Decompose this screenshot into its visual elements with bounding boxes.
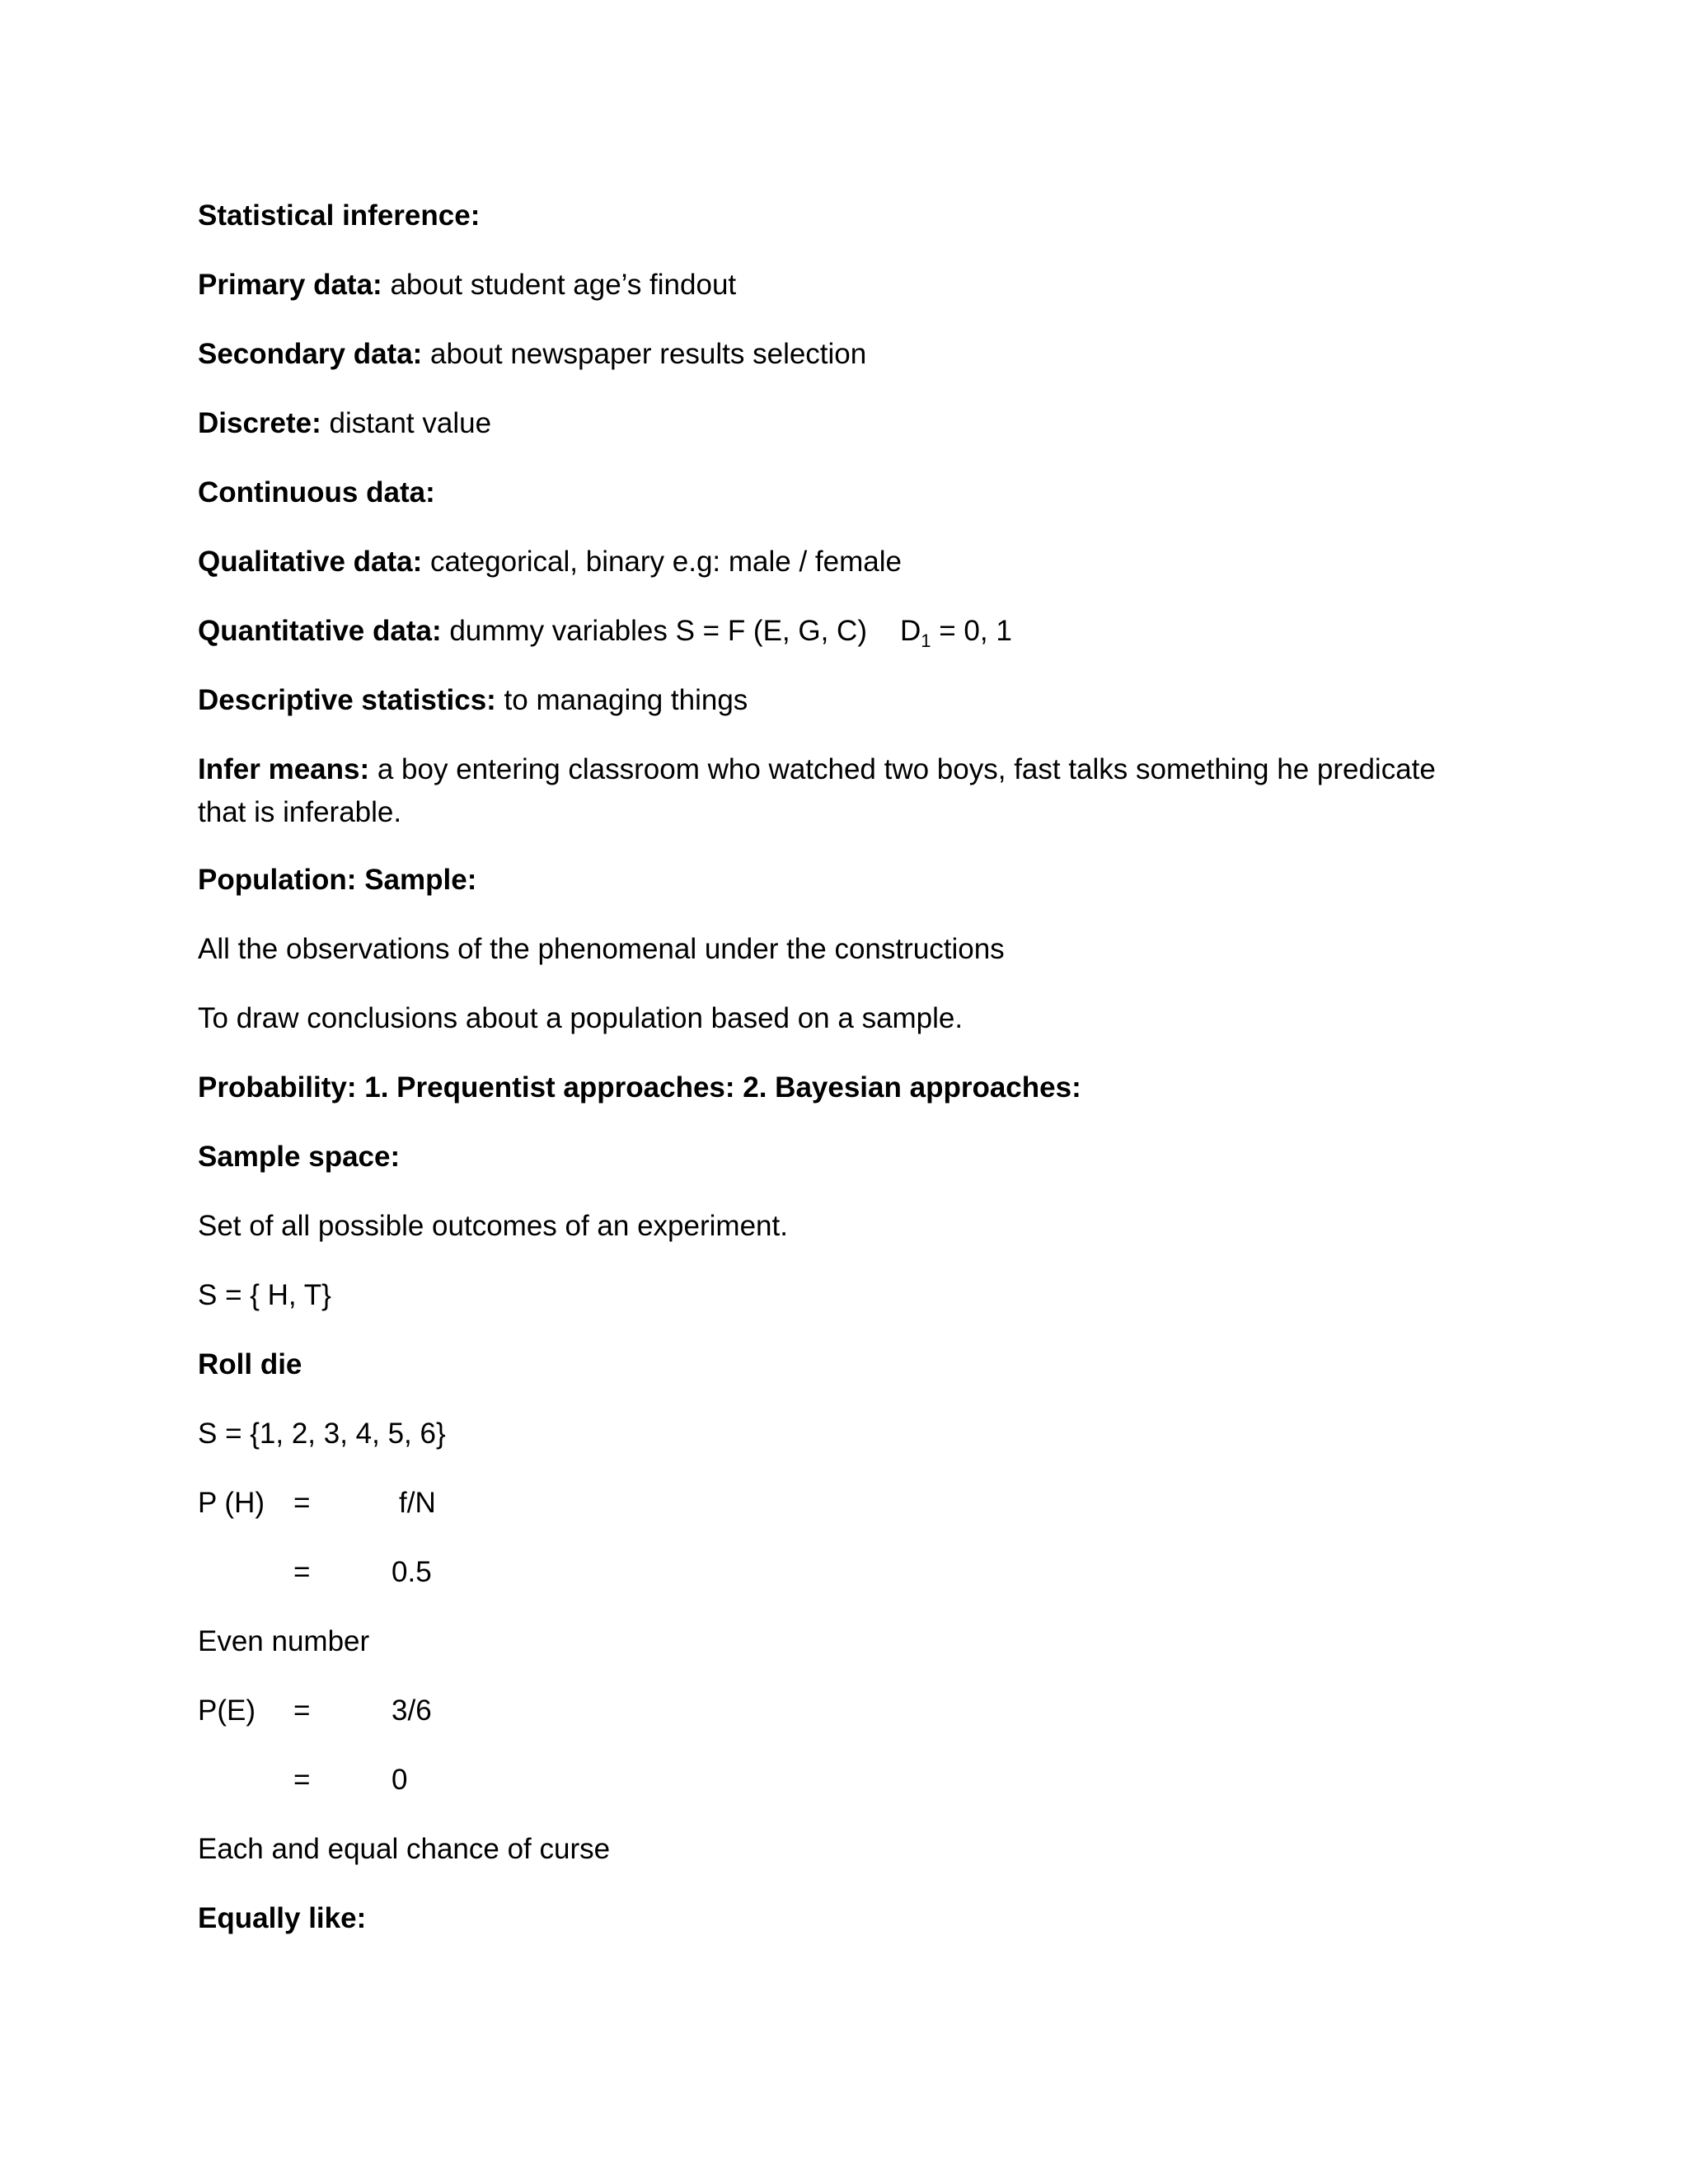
term-label: Secondary data:	[198, 338, 423, 370]
definition-secondary-data	[198, 333, 866, 376]
dummy-variable-values: = 0, 1	[931, 615, 1012, 647]
heading-roll-die	[198, 1343, 302, 1386]
term-text: dummy variables S = F (E, G, C)	[441, 615, 867, 647]
definition-primary-data	[198, 264, 736, 307]
term-label: Equally like:	[198, 1902, 367, 1934]
term-text: about student age’s findout	[382, 269, 737, 301]
term-label: Roll die	[198, 1348, 302, 1380]
term-text: to managing things	[495, 684, 748, 716]
term-label: Infer means:	[198, 753, 370, 785]
term-text: distant value	[321, 407, 492, 439]
dummy-variable-subscript: 1	[921, 630, 931, 651]
term-label: Quantitative data:	[198, 615, 442, 647]
equation-ph-result: 0.5	[392, 1556, 432, 1588]
term-text: about newspaper results selection	[422, 338, 867, 370]
equation-ph-equals: =	[293, 1487, 311, 1519]
definition-quantitative-data	[198, 610, 1012, 653]
die-sample-space	[198, 1413, 446, 1455]
term-label: Qualitative data:	[198, 546, 423, 578]
term-label: Discrete:	[198, 407, 321, 439]
body-text: S = {1, 2, 3, 4, 5, 6}	[198, 1418, 446, 1450]
equation-pe-label: P(E)	[198, 1694, 256, 1727]
dummy-variable-symbol: D	[899, 615, 921, 647]
heading-population-sample	[198, 859, 476, 902]
coin-sample-space	[198, 1274, 331, 1317]
definition-infer-means	[198, 748, 1484, 834]
term-label: Population: Sample:	[198, 864, 477, 896]
definition-qualitative-data	[198, 541, 902, 583]
heading-statistical-inference	[198, 194, 480, 237]
body-text: S = { H, T}	[198, 1279, 331, 1311]
body-text: Each and equal chance of curse	[198, 1833, 611, 1865]
equation-pe-result: 0	[392, 1764, 408, 1796]
term-label: Probability: 1. Prequentist approaches: 2. Bayesian approaches:	[198, 1071, 1081, 1104]
body-text: Set of all possible outcomes of an experiment.	[198, 1210, 788, 1242]
sample-space-definition	[198, 1205, 788, 1248]
equation-ph-value: f/N	[399, 1487, 436, 1519]
equation-ph-equals-2: =	[293, 1556, 311, 1588]
definition-discrete	[198, 402, 491, 445]
body-text: All the observations of the phenomenal under the constructions	[198, 933, 1005, 965]
definition-descriptive-statistics	[198, 679, 748, 722]
heading-probability	[198, 1066, 1081, 1109]
equation-pe-equals-2: =	[293, 1764, 311, 1796]
equal-chance-text	[198, 1828, 610, 1871]
term-label: Statistical inference:	[198, 199, 481, 232]
body-text: To draw conclusions about a population based on a sample.	[198, 1002, 964, 1034]
term-text: categorical, binary e.g: male / female	[422, 546, 902, 578]
term-text: a boy entering classroom who watched two boys, fast talks something he predicate that is inferable.	[198, 753, 1436, 828]
even-number-label	[198, 1620, 369, 1663]
equation-ph-label: P (H)	[198, 1487, 265, 1519]
heading-equally-like	[198, 1897, 366, 1940]
term-label: Continuous data:	[198, 476, 435, 509]
definition-continuous-data	[198, 471, 435, 514]
equation-pe-equals: =	[293, 1694, 311, 1727]
population-description	[198, 928, 1005, 971]
body-text: Even number	[198, 1625, 370, 1657]
term-label: Primary data:	[198, 269, 382, 301]
term-label: Sample space:	[198, 1141, 401, 1173]
equation-pe-value: 3/6	[392, 1694, 432, 1727]
sample-description	[198, 997, 963, 1040]
term-label: Descriptive statistics:	[198, 684, 496, 716]
heading-sample-space	[198, 1136, 400, 1179]
